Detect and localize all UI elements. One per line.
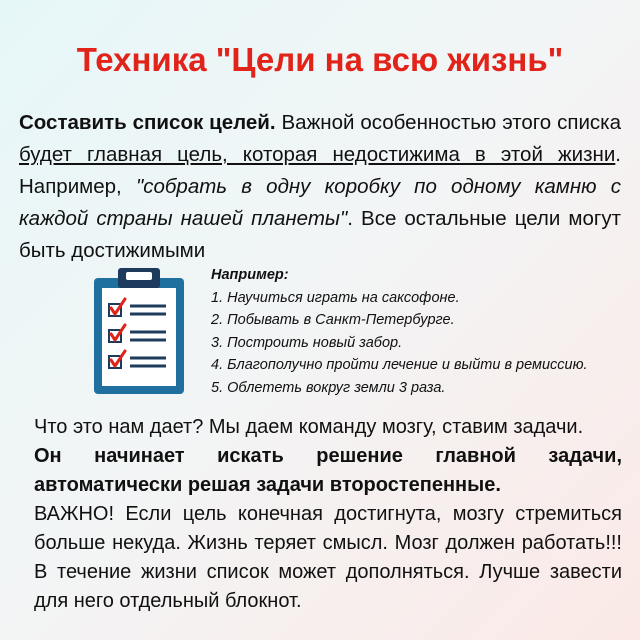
example-item: 5. Облететь вокруг земли 3 раза. (211, 379, 446, 396)
intro-bold-lead: Составить список целей. (19, 111, 276, 134)
examples-list (211, 264, 631, 399)
intro-italic-quote: "собрать в одну коробку по одному камню с каждой страны нашей планеты" (19, 175, 621, 230)
body-bold-statement: Он начинает искать решение главной задачи, автоматически решая задачи второстепенные. (34, 445, 622, 496)
body-question: Что это нам дает? Мы даем команду мозгу, ставим задачи. (34, 416, 584, 438)
example-item: 2. Побывать в Санкт-Петербурге. (211, 312, 455, 328)
page-title: Техника "Цели на всю жизнь" (76, 41, 564, 78)
intro-underlined-goal: будет главная цель, которая недостижима в этой жизни (19, 143, 616, 166)
intro-paragraph (19, 107, 621, 267)
intro-text-2: . Например, (19, 143, 621, 198)
intro-text-3: . Все остальные цели могут быть достижимыми (19, 207, 621, 262)
example-item: 3. Построить новый забор. (211, 334, 403, 351)
example-item: 1. Научиться играть на саксофоне. (211, 289, 460, 306)
example-item: 4. Благополучно пройти лечение и выйти в ремиссию. (211, 357, 588, 373)
body-important-note: ВАЖНО! Если цель конечная достигнута, мозгу стремиться больше некуда. Жизнь теряет смысл. Мозг должен работать!!! В течение жизни список может дополняться. Лучше завести для него отдельный блокнот. (34, 503, 622, 612)
intro-text-1: Важной особенностью этого списка (275, 111, 621, 134)
clipboard-checklist-icon (92, 266, 186, 396)
body-text (34, 413, 622, 616)
examples-heading: Например: (211, 267, 289, 283)
